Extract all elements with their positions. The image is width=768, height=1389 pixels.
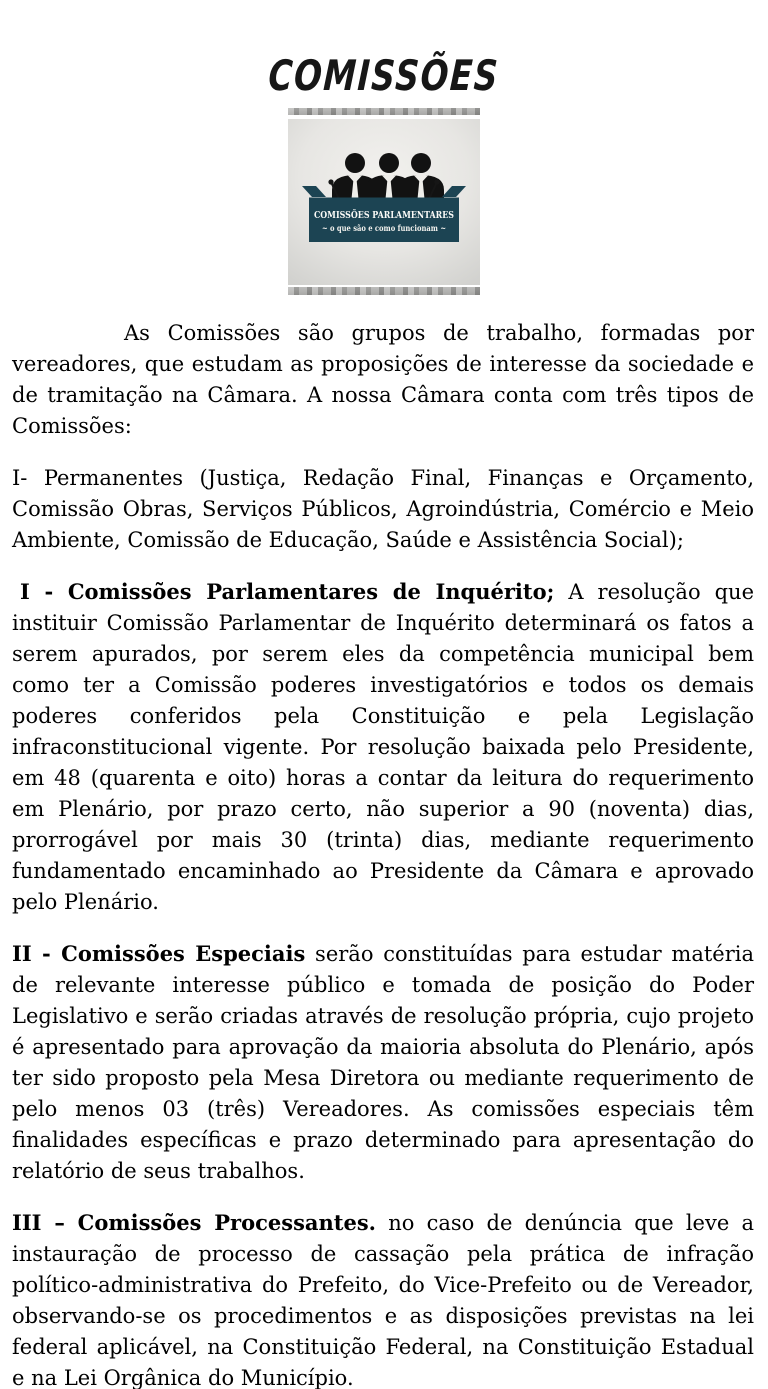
texture-bar-bottom [288, 287, 480, 295]
page-title [0, 0, 768, 108]
silhouette-figures [332, 153, 444, 198]
paragraph-text: I- Permanentes (Justiça, Redação Final, Finanças e Orçamento, Comissão Obras, Serviços Públicos, Agroindústria, Comércio e Meio Ambiente, Comissão de Educação, Saúde e Assistência Social); [12, 466, 754, 552]
document-body [0, 317, 768, 1389]
paragraph-lead: I - Comissões Parlamentares de Inquérito; [20, 579, 555, 604]
paragraph-text: serão constituídas para estudar matéria de relevante interesse público e tomada de posição do Poder Legislativo e serão criadas através de resolução própria, cujo projeto é apresentado para aprovação da maioria absoluta do Plenário, após ter sido proposto pela Mesa Diretora ou mediante requerimento de pelo menos 03 (três) Vereadores. As comissões especiais têm finalidades específicas e prazo determinado para apresentação do relatório de seus trabalhos. [12, 942, 754, 1183]
paragraph-intro [12, 317, 754, 442]
paragraph-comissoes-inquerito [12, 576, 754, 918]
paragraph-comissoes-especiais [12, 938, 754, 1187]
page-title-text: COMISSÕES [267, 51, 501, 100]
paragraph-lead: II - Comissões Especiais [12, 941, 306, 966]
paragraph-permanentes [12, 462, 754, 556]
desk-title: COMISSÕES PARLAMENTARES [314, 210, 480, 221]
paragraph-lead: III – Comissões Processantes. [12, 1210, 376, 1235]
paragraph-text: As Comissões são grupos de trabalho, formadas por vereadores, que estudam as proposições de interesse da sociedade e de tramitação na Câmara. A nossa Câmara conta com três tipos de Comissões: [12, 321, 754, 438]
paragraph-comissoes-processantes [12, 1207, 754, 1389]
paragraph-text: no caso de denúncia que leve a instauração de processo de cassação pela prática de infração político-administrativa do Prefeito, do Vice-Prefeito ou de Vereador, observando-se os procedimentos e as disposições previstas na lei federal aplicável, na Constituição Federal, na Constituição Estadual e na Lei Orgânica do Município. [12, 1211, 755, 1389]
illustration-photo [288, 119, 480, 285]
texture-bar-top [288, 108, 480, 115]
desk-subtitle: ~ o que são e como funcionam ~ [322, 223, 446, 233]
paragraph-text: A resolução que instituir Comissão Parlamentar de Inquérito determinará os fatos a serem apurados, por serem eles da competência municipal bem como ter a Comissão poderes investigatórios e todos os demais poderes conferidos pela Constituição e pela Legislação infraconstitucional vigente. Por resolução baixada pelo Presidente, em 48 (quarenta e oito) horas a contar da leitura do requerimento em Plenário, por prazo certo, não superior a 90 (noventa) dias, prorrogável por mais 30 (trinta) dias, mediante requerimento fundamentado encaminhado ao Presidente da Câmara e aprovado pelo Plenário. [12, 580, 754, 914]
parliamentary-commissions-illustration [288, 108, 480, 295]
